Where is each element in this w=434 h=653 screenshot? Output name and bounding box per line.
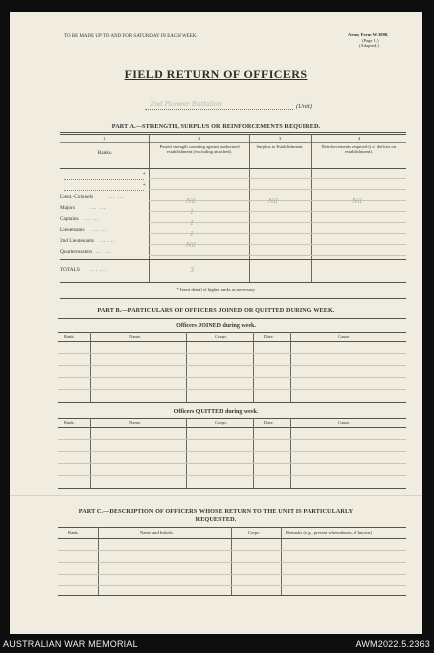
part-c-header-bottom xyxy=(58,538,406,539)
page-title: FIELD RETURN OF OFFICERS xyxy=(124,67,308,81)
part-a-row-line xyxy=(149,255,406,256)
joined-col-date: Date. xyxy=(264,334,274,339)
quitted-col-corps: Corps. xyxy=(215,420,228,425)
rank-dots: ... ... xyxy=(108,195,125,200)
asterisk-1: * xyxy=(143,173,146,178)
posted-value: 1 xyxy=(190,208,195,216)
rank-dots: ... ... xyxy=(92,228,108,233)
joined-col-name: Name. xyxy=(129,334,142,339)
form-adapted: (Adapted.) xyxy=(359,43,379,48)
joined-col-rank: Rank. xyxy=(64,334,75,339)
part-a-row-line xyxy=(149,178,406,179)
rank-label: 2nd Lieutenants xyxy=(60,238,94,244)
footnote: * Insert detail of higher ranks as necessary. xyxy=(176,287,256,292)
quitted-title: Officers QUITTED during week. xyxy=(173,409,259,415)
part-a-header-rule xyxy=(60,168,406,169)
quitted-vline xyxy=(186,418,187,488)
paper-fold xyxy=(10,495,422,496)
joined-header-top xyxy=(58,332,406,333)
part-a-row-line xyxy=(149,211,406,212)
asterisk-line-1 xyxy=(64,179,144,180)
rank-row xyxy=(60,194,124,200)
part-c-row-line xyxy=(58,550,406,551)
form-page: (Page 1.) xyxy=(362,38,379,43)
col-number-1: 1 xyxy=(103,136,106,141)
quitted-vline xyxy=(253,418,254,488)
archive-footer xyxy=(0,634,434,653)
joined-row-line xyxy=(58,389,406,390)
rank-row xyxy=(60,205,106,211)
part-a-row-line xyxy=(149,222,406,223)
quitted-row-line xyxy=(58,475,406,476)
rank-label: Lieutenants xyxy=(60,227,85,233)
part-c-col-remarks: Remarks (e.g., present whereabouts, if known) xyxy=(286,530,372,535)
quitted-col-date: Date. xyxy=(264,420,274,425)
joined-col-corps: Corps. xyxy=(215,334,228,339)
rank-dots: ... ... xyxy=(99,239,116,244)
part-a-top-rule xyxy=(60,132,406,133)
col-head-ranks: Ranks. xyxy=(97,150,113,156)
part-b-title: PART B.—PARTICULARS OF OFFICERS JOINED OR QUITTED DURING WEEK. xyxy=(97,307,335,314)
part-c-row-line xyxy=(58,585,406,586)
part-b-top-rule xyxy=(58,318,406,319)
joined-row-line xyxy=(58,365,406,366)
part-a-row-line xyxy=(149,233,406,234)
part-c-col-corps: Corps. xyxy=(248,530,261,535)
reinforcements-value: Nil xyxy=(352,197,362,205)
joined-row-line xyxy=(58,353,406,354)
form-sheet xyxy=(10,12,422,634)
col-head-posted: Posted strength counting against authorized establishment (excluding attached). xyxy=(159,144,240,155)
quitted-row-line xyxy=(58,451,406,452)
quitted-col-cause: Cause. xyxy=(338,420,351,425)
rank-label: Lieut.-Colonels xyxy=(60,194,94,200)
quitted-bottom-rule xyxy=(58,488,406,489)
quitted-row-line xyxy=(58,463,406,464)
part-c-header-top xyxy=(58,527,406,528)
part-c-row-line xyxy=(58,574,406,575)
unit-line xyxy=(145,109,293,110)
rank-row xyxy=(60,227,108,233)
joined-vline xyxy=(253,332,254,402)
joined-vline xyxy=(186,332,187,402)
rank-label: Quartermasters xyxy=(60,249,93,255)
quitted-row-line xyxy=(58,439,406,440)
posted-value: Nil xyxy=(186,241,196,249)
col-head-reinforcements: Reinforcements required (i.e. deficits on establishment). xyxy=(321,144,397,155)
part-c-bottom-rule xyxy=(58,595,406,596)
rank-row xyxy=(60,238,115,244)
totals-row xyxy=(60,267,107,273)
part-c-title-line2: REQUESTED. xyxy=(195,516,237,523)
total-posted-value: 3 xyxy=(190,266,195,274)
unit-value: 2nd Pioneer Battalion xyxy=(150,100,222,108)
rank-dots: ... ... xyxy=(90,206,107,211)
joined-vline xyxy=(290,332,291,402)
part-a-bottom-rule xyxy=(60,282,406,283)
joined-bottom-rule xyxy=(58,402,406,403)
col-number-2: 2 xyxy=(198,136,201,141)
joined-title: Officers JOINED during week. xyxy=(176,323,256,329)
asterisk-2: * xyxy=(143,184,146,189)
rank-dots: ... ... xyxy=(95,250,112,255)
unit-label: (Unit) xyxy=(296,103,312,110)
part-a-end-rule xyxy=(60,298,406,299)
asterisk-line-2 xyxy=(64,190,144,191)
part-a-top-rule-2 xyxy=(60,134,406,135)
quitted-col-rank: Rank. xyxy=(64,420,75,425)
joined-row-line xyxy=(58,377,406,378)
col-head-surplus: Surplus to Establishment. xyxy=(256,144,304,149)
totals-label: TOTALS xyxy=(60,267,80,273)
part-c-col-name: Name and Initials. xyxy=(140,530,174,535)
col-number-3: 3 xyxy=(279,136,282,141)
rank-row xyxy=(60,249,111,255)
part-c-title-line1: PART C.—DESCRIPTION OF OFFICERS WHOSE RETURN TO THE UNIT IS PARTICULARLY xyxy=(78,508,354,515)
part-c-row-line xyxy=(58,562,406,563)
part-c-col-rank: Rank. xyxy=(68,530,79,535)
totals-dots: ... ... xyxy=(91,268,107,273)
quitted-vline xyxy=(290,418,291,488)
part-a-totals-rule xyxy=(60,259,406,260)
quitted-col-name: Name. xyxy=(129,420,142,425)
posted-value: Nil xyxy=(186,197,196,205)
surplus-value: Nil xyxy=(268,197,278,205)
footer-institution: AUSTRALIAN WAR MEMORIAL xyxy=(3,639,138,649)
quitted-header-bottom xyxy=(58,427,406,428)
form-number: Army Form W.3008. xyxy=(348,32,389,37)
rank-label: Captains xyxy=(60,216,79,222)
posted-value: 1 xyxy=(190,230,195,238)
quitted-vline xyxy=(90,418,91,488)
col-number-4: 4 xyxy=(358,136,361,141)
rank-label: Majors xyxy=(60,205,76,211)
rank-dots: ... ... xyxy=(83,217,100,222)
col-number-rule xyxy=(60,142,406,143)
rank-row xyxy=(60,216,100,222)
posted-value: 1 xyxy=(190,219,195,227)
quitted-header-top xyxy=(58,418,406,419)
joined-col-cause: Cause. xyxy=(338,334,351,339)
footer-accession-number: AWM2022.5.2363 xyxy=(355,639,430,649)
part-a-title: PART A.—STRENGTH, SURPLUS OR REINFORCEMENTS REQUIRED. xyxy=(111,123,321,130)
joined-header-bottom xyxy=(58,341,406,342)
part-a-row-line xyxy=(149,189,406,190)
header-instruction: TO BE MADE UP TO AND FOR SATURDAY IN EACH WEEK. xyxy=(64,34,198,39)
joined-vline xyxy=(90,332,91,402)
